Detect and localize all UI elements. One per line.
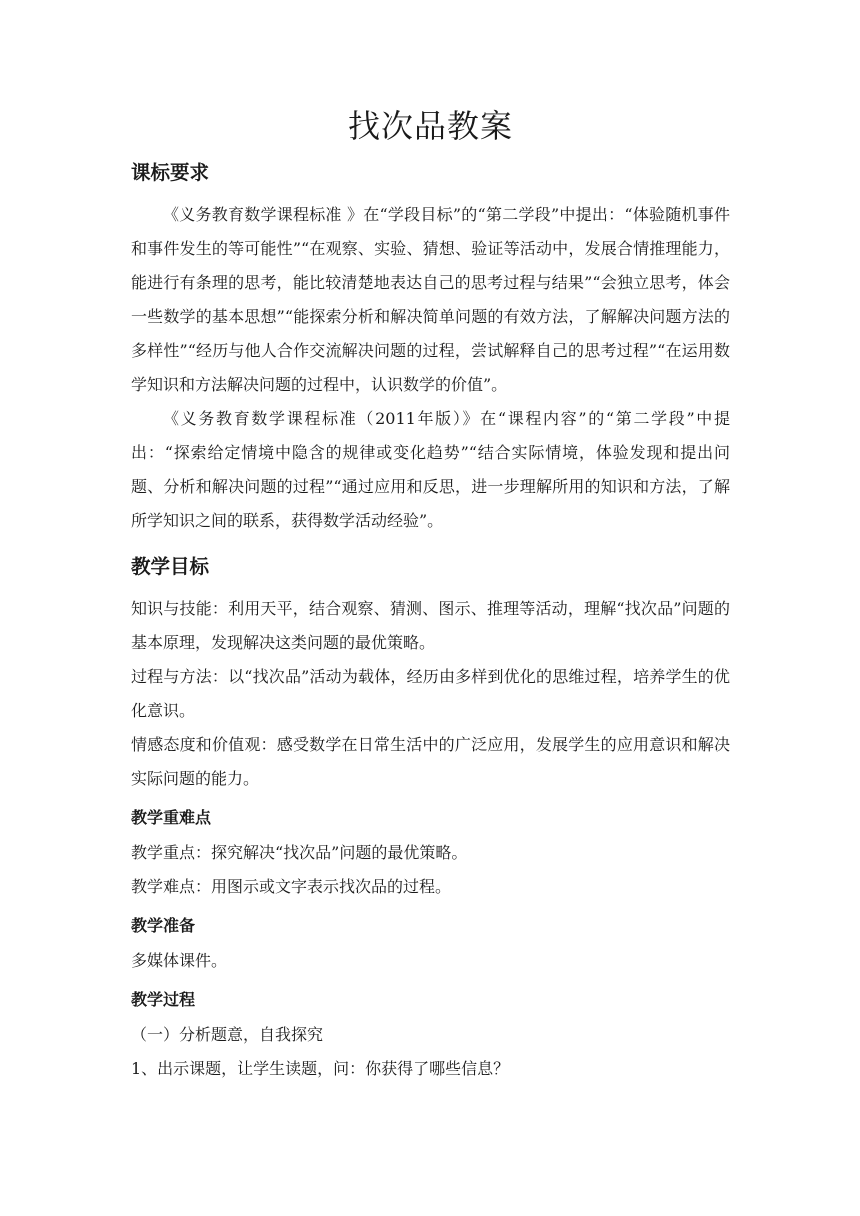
- section-heading-key-points: 教学重难点: [131, 808, 212, 827]
- objective-emotion: 情感态度和价值观：感受数学在日常生活中的广泛应用，发展学生的应用意识和解决实际问题的能力。: [131, 735, 730, 788]
- objective-knowledge: 知识与技能：利用天平，结合观察、猜测、图示、推理等活动，理解“找次品”问题的基本原理，发现解决这类问题的最优策略。: [131, 599, 730, 652]
- key-point-difficulty: 教学难点：用图示或文字表示找次品的过程。: [131, 877, 452, 896]
- curriculum-paragraph-1: 《义务教育数学课程标准 》在“学段目标”的“第二学段”中提出：“体验随机事件和事件发生的等可能性”“在观察、实验、猜想、验证等活动中，发展合情推理能力，能进行有条理的思考，能比较清楚地表达自己的思考过程与结果”“会独立思考，体会一些数学的基本思想”“能探索分析和解决简单问题的有效方法，了解解决问题方法的多样性”“经历与他人合作交流解决问题的过程，尝试解释自己的思考过程”“在运用数学知识和方法解决问题的过程中，认识数学的价值”。: [131, 205, 730, 394]
- preparation-text: 多媒体课件。: [131, 951, 228, 970]
- process-step-heading: （一）分析题意，自我探究: [131, 1025, 324, 1044]
- process-step-1: 1、出示课题，让学生读题，问：你获得了哪些信息？: [131, 1059, 510, 1078]
- document-title: 找次品教案: [347, 107, 513, 145]
- curriculum-paragraph-2: 《义务教育数学课程标准（2011年版）》在“课程内容”的“第二学段”中提出：“探索给定情境中隐含的规律或变化趋势”“结合实际情境，体验发现和提出问题、分析和解决问题的过程”“通过应用和反思，进一步理解所用的知识和方法，了解所学知识之间的联系，获得数学活动经验”。: [131, 409, 730, 530]
- key-point-focus: 教学重点：探究解决“找次品”问题的最优策略。: [131, 843, 468, 862]
- section-heading-objectives: 教学目标: [131, 555, 210, 578]
- section-heading-curriculum: 课标要求: [131, 161, 210, 184]
- section-heading-preparation: 教学准备: [131, 916, 196, 935]
- objective-process: 过程与方法：以“找次品”活动为载体，经历由多样到优化的思维过程，培养学生的优化意识。: [131, 667, 730, 720]
- section-heading-process: 教学过程: [131, 990, 196, 1009]
